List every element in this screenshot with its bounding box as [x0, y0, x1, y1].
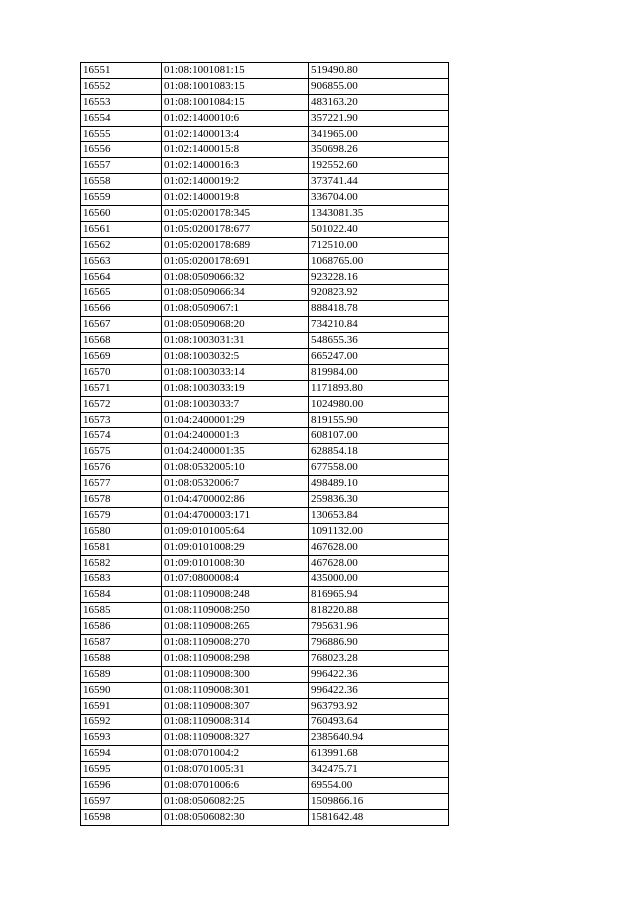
row-number-cell: 16560 — [81, 206, 162, 222]
value-cell: 519490.80 — [309, 63, 449, 79]
row-number-cell: 16571 — [81, 380, 162, 396]
cadastral-number-cell: 01:08:1001081:15 — [162, 63, 309, 79]
cadastral-number-cell: 01:08:1001084:15 — [162, 94, 309, 110]
row-number-cell: 16589 — [81, 666, 162, 682]
value-cell: 923228.16 — [309, 269, 449, 285]
value-cell: 613991.68 — [309, 746, 449, 762]
value-cell: 677558.00 — [309, 460, 449, 476]
row-number-cell: 16556 — [81, 142, 162, 158]
cadastral-number-cell: 01:02:1400015:8 — [162, 142, 309, 158]
cadastral-number-cell: 01:08:1003032:5 — [162, 349, 309, 365]
row-number-cell: 16598 — [81, 809, 162, 825]
table-row — [81, 412, 449, 428]
table-row — [81, 174, 449, 190]
row-number-cell: 16579 — [81, 507, 162, 523]
value-cell: 795631.96 — [309, 619, 449, 635]
cadastral-number-cell: 01:08:1109008:265 — [162, 619, 309, 635]
table-row — [81, 635, 449, 651]
table-row — [81, 142, 449, 158]
cadastral-number-cell: 01:08:1003031:31 — [162, 333, 309, 349]
value-cell: 796886.90 — [309, 635, 449, 651]
table-row — [81, 285, 449, 301]
value-cell: 341965.00 — [309, 126, 449, 142]
row-number-cell: 16596 — [81, 778, 162, 794]
value-cell: 963793.92 — [309, 698, 449, 714]
cadastral-number-cell: 01:08:1109008:298 — [162, 650, 309, 666]
table-row — [81, 78, 449, 94]
row-number-cell: 16553 — [81, 94, 162, 110]
row-number-cell: 16581 — [81, 539, 162, 555]
table-row — [81, 460, 449, 476]
row-number-cell: 16583 — [81, 571, 162, 587]
table-row — [81, 317, 449, 333]
row-number-cell: 16552 — [81, 78, 162, 94]
row-number-cell: 16564 — [81, 269, 162, 285]
value-cell: 712510.00 — [309, 237, 449, 253]
value-cell: 498489.10 — [309, 476, 449, 492]
row-number-cell: 16594 — [81, 746, 162, 762]
cadastral-number-cell: 01:08:0532006:7 — [162, 476, 309, 492]
table-row — [81, 666, 449, 682]
value-cell: 1343081.35 — [309, 206, 449, 222]
cadastral-number-cell: 01:08:1003033:19 — [162, 380, 309, 396]
data-table — [80, 62, 449, 826]
table-row — [81, 349, 449, 365]
table-row — [81, 762, 449, 778]
cadastral-number-cell: 01:08:0506082:25 — [162, 793, 309, 809]
row-number-cell: 16590 — [81, 682, 162, 698]
cadastral-number-cell: 01:08:0509066:34 — [162, 285, 309, 301]
cadastral-number-cell: 01:08:1109008:327 — [162, 730, 309, 746]
value-cell: 69554.00 — [309, 778, 449, 794]
table-row — [81, 428, 449, 444]
table-row — [81, 110, 449, 126]
row-number-cell: 16593 — [81, 730, 162, 746]
row-number-cell: 16578 — [81, 492, 162, 508]
cadastral-number-cell: 01:04:2400001:35 — [162, 444, 309, 460]
cadastral-number-cell: 01:02:1400019:2 — [162, 174, 309, 190]
table-row — [81, 682, 449, 698]
table-row — [81, 523, 449, 539]
cadastral-number-cell: 01:04:2400001:3 — [162, 428, 309, 444]
row-number-cell: 16597 — [81, 793, 162, 809]
table-row — [81, 730, 449, 746]
cadastral-number-cell: 01:05:0200178:345 — [162, 206, 309, 222]
cadastral-number-cell: 01:08:1109008:314 — [162, 714, 309, 730]
value-cell: 996422.36 — [309, 682, 449, 698]
value-cell: 1091132.00 — [309, 523, 449, 539]
table-row — [81, 746, 449, 762]
row-number-cell: 16592 — [81, 714, 162, 730]
table-body — [81, 63, 449, 826]
row-number-cell: 16577 — [81, 476, 162, 492]
value-cell: 819984.00 — [309, 364, 449, 380]
table-row — [81, 380, 449, 396]
cadastral-number-cell: 01:05:0200178:677 — [162, 221, 309, 237]
table-row — [81, 476, 449, 492]
row-number-cell: 16582 — [81, 555, 162, 571]
table-row — [81, 190, 449, 206]
row-number-cell: 16558 — [81, 174, 162, 190]
value-cell: 1581642.48 — [309, 809, 449, 825]
table-row — [81, 492, 449, 508]
table-row — [81, 158, 449, 174]
cadastral-number-cell: 01:05:0200178:689 — [162, 237, 309, 253]
value-cell: 435000.00 — [309, 571, 449, 587]
value-cell: 888418.78 — [309, 301, 449, 317]
cadastral-number-cell: 01:08:1109008:248 — [162, 587, 309, 603]
table-row — [81, 714, 449, 730]
value-cell: 467628.00 — [309, 555, 449, 571]
cadastral-number-cell: 01:08:0701004:2 — [162, 746, 309, 762]
cadastral-number-cell: 01:08:0532005:10 — [162, 460, 309, 476]
cadastral-number-cell: 01:08:0701006:6 — [162, 778, 309, 794]
cadastral-number-cell: 01:02:1400010:6 — [162, 110, 309, 126]
value-cell: 906855.00 — [309, 78, 449, 94]
row-number-cell: 16573 — [81, 412, 162, 428]
row-number-cell: 16585 — [81, 603, 162, 619]
row-number-cell: 16567 — [81, 317, 162, 333]
table-row — [81, 507, 449, 523]
table-row — [81, 94, 449, 110]
cadastral-number-cell: 01:04:4700002:86 — [162, 492, 309, 508]
row-number-cell: 16595 — [81, 762, 162, 778]
value-cell: 501022.40 — [309, 221, 449, 237]
row-number-cell: 16555 — [81, 126, 162, 142]
table-row — [81, 698, 449, 714]
row-number-cell: 16580 — [81, 523, 162, 539]
value-cell: 336704.00 — [309, 190, 449, 206]
value-cell: 818220.88 — [309, 603, 449, 619]
value-cell: 130653.84 — [309, 507, 449, 523]
row-number-cell: 16557 — [81, 158, 162, 174]
cadastral-number-cell: 01:08:1109008:250 — [162, 603, 309, 619]
cadastral-number-cell: 01:05:0200178:691 — [162, 253, 309, 269]
cadastral-number-cell: 01:04:2400001:29 — [162, 412, 309, 428]
value-cell: 816965.94 — [309, 587, 449, 603]
value-cell: 819155.90 — [309, 412, 449, 428]
table-row — [81, 539, 449, 555]
row-number-cell: 16551 — [81, 63, 162, 79]
value-cell: 1509866.16 — [309, 793, 449, 809]
cadastral-number-cell: 01:08:1109008:270 — [162, 635, 309, 651]
row-number-cell: 16565 — [81, 285, 162, 301]
cadastral-number-cell: 01:08:0509066:32 — [162, 269, 309, 285]
cadastral-number-cell: 01:08:1109008:301 — [162, 682, 309, 698]
value-cell: 2385640.94 — [309, 730, 449, 746]
row-number-cell: 16570 — [81, 364, 162, 380]
table-row — [81, 650, 449, 666]
row-number-cell: 16563 — [81, 253, 162, 269]
row-number-cell: 16575 — [81, 444, 162, 460]
row-number-cell: 16559 — [81, 190, 162, 206]
cadastral-number-cell: 01:04:4700003:171 — [162, 507, 309, 523]
table-row — [81, 221, 449, 237]
cadastral-number-cell: 01:09:0101008:29 — [162, 539, 309, 555]
value-cell: 920823.92 — [309, 285, 449, 301]
value-cell: 1024980.00 — [309, 396, 449, 412]
cadastral-number-cell: 01:08:1003033:7 — [162, 396, 309, 412]
table-row — [81, 587, 449, 603]
table-row — [81, 206, 449, 222]
table-row — [81, 364, 449, 380]
cadastral-number-cell: 01:08:1109008:307 — [162, 698, 309, 714]
value-cell: 483163.20 — [309, 94, 449, 110]
value-cell: 768023.28 — [309, 650, 449, 666]
value-cell: 760493.64 — [309, 714, 449, 730]
row-number-cell: 16572 — [81, 396, 162, 412]
value-cell: 192552.60 — [309, 158, 449, 174]
table-row — [81, 396, 449, 412]
value-cell: 996422.36 — [309, 666, 449, 682]
table-row — [81, 333, 449, 349]
value-cell: 665247.00 — [309, 349, 449, 365]
table-row — [81, 778, 449, 794]
table-row — [81, 269, 449, 285]
cadastral-number-cell: 01:02:1400013:4 — [162, 126, 309, 142]
cadastral-number-cell: 01:08:1109008:300 — [162, 666, 309, 682]
row-number-cell: 16568 — [81, 333, 162, 349]
table-row — [81, 301, 449, 317]
row-number-cell: 16587 — [81, 635, 162, 651]
table-row — [81, 793, 449, 809]
cadastral-number-cell: 01:08:0701005:31 — [162, 762, 309, 778]
cadastral-number-cell: 01:09:0101005:64 — [162, 523, 309, 539]
row-number-cell: 16588 — [81, 650, 162, 666]
row-number-cell: 16566 — [81, 301, 162, 317]
row-number-cell: 16576 — [81, 460, 162, 476]
value-cell: 734210.84 — [309, 317, 449, 333]
row-number-cell: 16554 — [81, 110, 162, 126]
table-row — [81, 809, 449, 825]
value-cell: 628854.18 — [309, 444, 449, 460]
value-cell: 357221.90 — [309, 110, 449, 126]
value-cell: 467628.00 — [309, 539, 449, 555]
cadastral-number-cell: 01:07:0800008:4 — [162, 571, 309, 587]
cadastral-number-cell: 01:08:1003033:14 — [162, 364, 309, 380]
table-row — [81, 619, 449, 635]
value-cell: 608107.00 — [309, 428, 449, 444]
cadastral-number-cell: 01:08:0506082:30 — [162, 809, 309, 825]
cadastral-number-cell: 01:09:0101008:30 — [162, 555, 309, 571]
row-number-cell: 16591 — [81, 698, 162, 714]
table-row — [81, 63, 449, 79]
cadastral-number-cell: 01:02:1400016:3 — [162, 158, 309, 174]
row-number-cell: 16584 — [81, 587, 162, 603]
row-number-cell: 16562 — [81, 237, 162, 253]
cadastral-number-cell: 01:08:0509067:1 — [162, 301, 309, 317]
value-cell: 259836.30 — [309, 492, 449, 508]
table-row — [81, 253, 449, 269]
value-cell: 548655.36 — [309, 333, 449, 349]
value-cell: 350698.26 — [309, 142, 449, 158]
cadastral-number-cell: 01:08:1001083:15 — [162, 78, 309, 94]
table-row — [81, 444, 449, 460]
table-row — [81, 237, 449, 253]
value-cell: 1068765.00 — [309, 253, 449, 269]
table-row — [81, 555, 449, 571]
row-number-cell: 16586 — [81, 619, 162, 635]
cadastral-number-cell: 01:08:0509068:20 — [162, 317, 309, 333]
table-row — [81, 126, 449, 142]
cadastral-number-cell: 01:02:1400019:8 — [162, 190, 309, 206]
table-row — [81, 603, 449, 619]
row-number-cell: 16561 — [81, 221, 162, 237]
value-cell: 1171893.80 — [309, 380, 449, 396]
row-number-cell: 16574 — [81, 428, 162, 444]
value-cell: 342475.71 — [309, 762, 449, 778]
row-number-cell: 16569 — [81, 349, 162, 365]
value-cell: 373741.44 — [309, 174, 449, 190]
table-row — [81, 571, 449, 587]
